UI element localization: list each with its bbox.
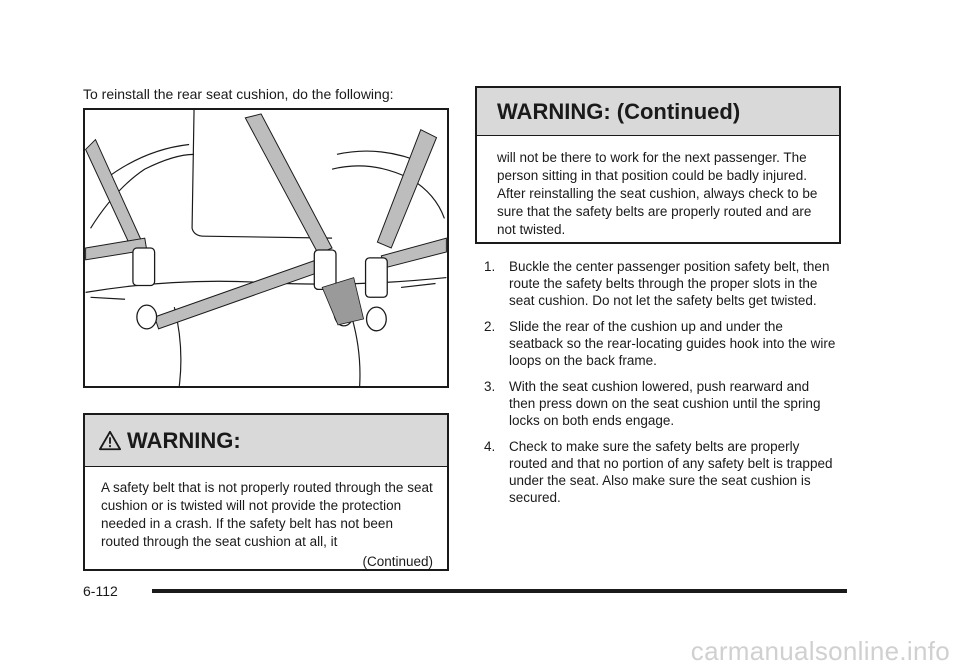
warning-continued-title: WARNING: (Continued): [497, 98, 741, 124]
warning-triangle-icon: [99, 430, 121, 452]
seat-belt-drawing: [85, 110, 447, 386]
warning-title: WARNING:: [127, 427, 241, 453]
step-number: 2.: [484, 319, 496, 334]
warning-continued-box: [475, 86, 841, 244]
step-number: 1.: [484, 259, 496, 274]
warning-continued-text: will not be there to work for the next passenger. The person sitting in that position could be badly injured. After reinstalling the seat cushion, always check to be sure that the safety belts are properly routed and are not twisted.: [497, 150, 818, 237]
seat-cushion-illustration: [83, 108, 449, 388]
step-item: [484, 318, 836, 369]
step-item: [484, 258, 836, 309]
instruction-steps: [484, 258, 836, 515]
step-text: Slide the rear of the cushion up and under the seatback so the rear-locating guides hook into the wire loops on the back frame.: [509, 319, 836, 368]
step-item: [484, 378, 836, 429]
step-item: [484, 438, 836, 506]
watermark: carmanualsonline.info: [690, 636, 950, 666]
warning-continued-header: [477, 88, 839, 136]
warning-text: A safety belt that is not properly routed through the seat cushion or is twisted will not provide the protection needed in a crash. If the safety belt has not been routed through the seat cushion at all, it: [101, 480, 433, 549]
warning-header: [85, 415, 447, 467]
footer-rule: [152, 589, 847, 593]
continued-label: (Continued): [362, 554, 433, 569]
intro-text: To reinstall the rear seat cushion, do the following:: [83, 86, 394, 102]
page-number: 6-112: [83, 583, 118, 599]
step-number: 3.: [484, 379, 496, 394]
warning-box: [83, 413, 449, 571]
step-text: With the seat cushion lowered, push rearward and then press down on the seat cushion until the spring locks on both ends engage.: [509, 379, 821, 428]
step-text: Check to make sure the safety belts are properly routed and that no portion of any safety belt is trapped under the seat. Also make sure the seat cushion is secured.: [509, 439, 833, 505]
step-text: Buckle the center passenger position safety belt, then route the safety belts through the proper slots in the seat cushion. Do not let the safety belts get twisted.: [509, 259, 830, 308]
step-number: 4.: [484, 439, 496, 454]
